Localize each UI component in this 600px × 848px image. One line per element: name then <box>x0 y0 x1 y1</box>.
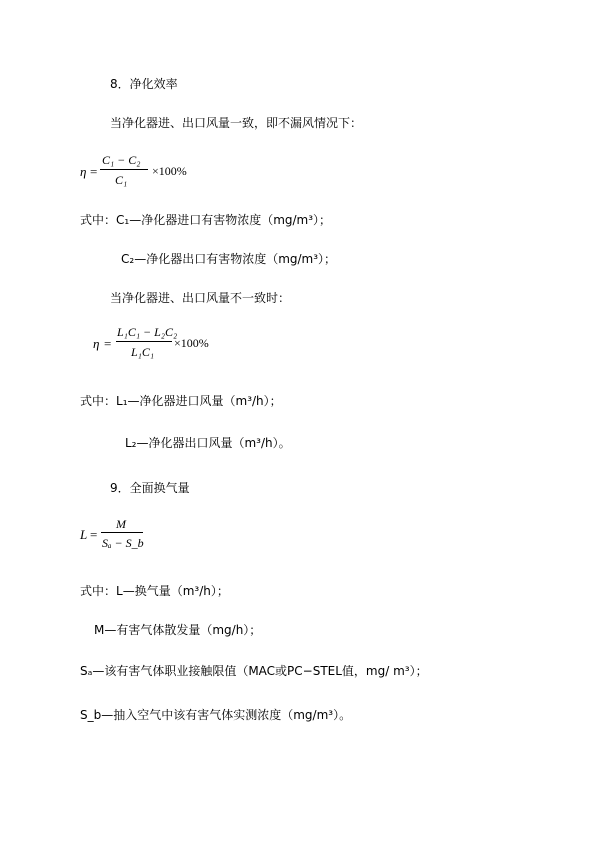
eq3-numerator: M <box>116 517 126 531</box>
where3-l: L—换气量（m³/h）； <box>116 584 229 598</box>
where3-line-l <box>80 585 229 597</box>
eq3-denominator: Sₐ − S_b <box>102 536 144 550</box>
eq2-fraction-bar <box>116 341 172 342</box>
eq1-rhs: ×100% <box>152 164 187 178</box>
equation-ventilation <box>80 516 180 556</box>
eq2-lhs: η <box>93 336 100 351</box>
eq2-denominator: L₁C₁ <box>131 345 155 359</box>
eq1-fraction-bar <box>100 169 148 170</box>
where2-l1: L₁—净化器进口风量（m³/h）； <box>116 394 282 408</box>
eq2-equals: = <box>104 336 112 351</box>
paragraph-unequal-airflow: 当净化器进、出口风量不一致时： <box>110 291 291 305</box>
where2-prefix: 式中： <box>80 394 117 408</box>
where2-l2: L₂—净化器出口风量（m³/h）。 <box>125 436 291 450</box>
where2-line-l1 <box>80 395 282 407</box>
eq3-lhs: L <box>80 527 88 542</box>
eq1-denominator: C₁ <box>115 173 128 187</box>
where1-c2: C₂—净化器出口有害物浓度（mg/m³）； <box>121 252 337 266</box>
eq3-fraction-bar <box>101 532 143 533</box>
eq1-numerator: C₁ − C₂ <box>102 153 141 167</box>
equation-efficiency-1 <box>80 150 200 190</box>
where3-sa: Sₐ—该有害气体职业接触限值（MAC或PC−STEL值，mg/ m³）； <box>80 664 428 678</box>
where1-line-c1 <box>80 214 331 226</box>
equation-efficiency-2 <box>93 324 233 364</box>
eq1-lhs: η <box>80 164 87 179</box>
where3-sb: S_b—抽入空气中该有害气体实测浓度（mg/m³）。 <box>80 708 352 722</box>
section-9-heading: 9．全面换气量 <box>110 481 190 495</box>
paragraph-equal-airflow: 当净化器进、出口风量一致，即不漏风情况下： <box>110 116 363 130</box>
where1-c1: C₁—净化器进口有害物浓度（mg/m³）； <box>116 213 332 227</box>
eq2-rhs: ×100% <box>174 336 209 350</box>
section-8-heading: 8．净化效率 <box>110 77 178 91</box>
eq2-numerator: L₁C₁ − L₂C₂ <box>117 325 178 339</box>
where1-prefix: 式中： <box>80 213 117 227</box>
where3-m: M—有害气体散发量（mg/h）； <box>94 623 262 637</box>
eq1-equals: = <box>90 164 98 179</box>
where3-prefix: 式中： <box>80 584 117 598</box>
eq3-equals: = <box>90 527 98 542</box>
